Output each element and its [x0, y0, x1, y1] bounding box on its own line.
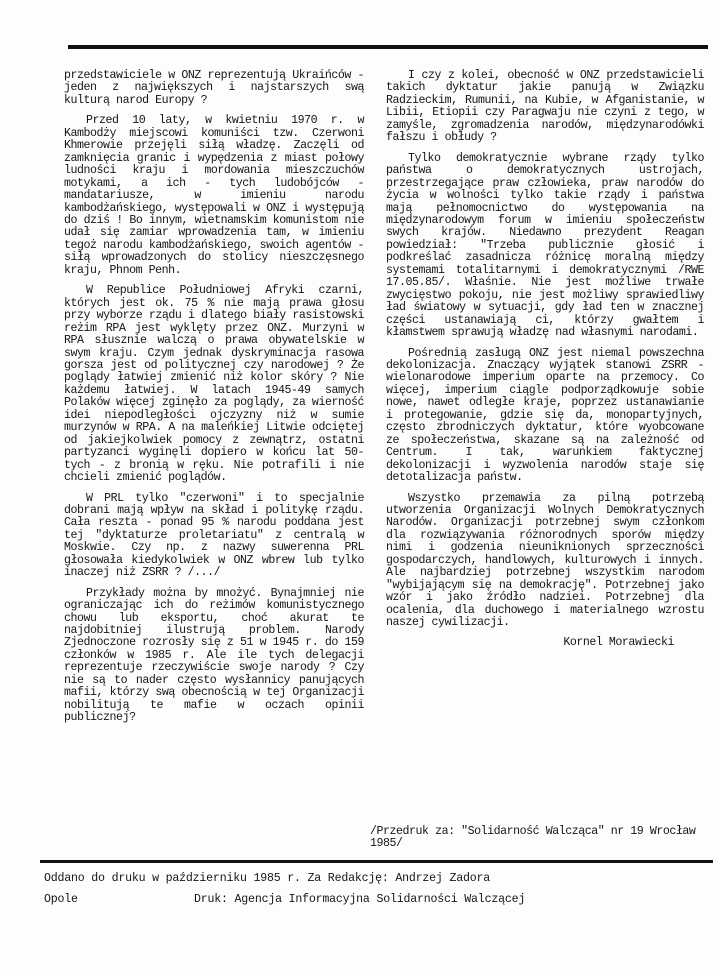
- reprint-note: /Przedruk za: "Solidarność Walcząca" nr 19 Wrocław 1985/: [370, 825, 696, 851]
- left-text-column: [64, 70, 364, 733]
- paragraph: Przykłady można by mnożyć. Bynajmniej nie ograniczając ich do reżimów komunistycznego chowu lub eksportu, choć akurat te najdobitniej ilustrują problem. Narody Zjednoczone rozrosły się z 51 w 1945 r. do 159 członków w 1985 r. Ale ile tych delegacji reprezentuje rzeczywiście swoje narody ? Czy nie są to nader często wysłannicy panujących mafii, którzy swą obecnością w tej Organizacji nobilitują te mafie w oczach opinii publicznej?: [64, 586, 364, 725]
- footer-print-date-editor: Oddano do druku w październiku 1985 r. Za Redakcję: Andrzej Zadora: [44, 872, 490, 885]
- footer-publisher: [44, 893, 525, 906]
- right-text-column: [386, 70, 704, 650]
- author-signature: Kornel Morawiecki: [563, 636, 674, 650]
- footer-city: Opole: [44, 893, 78, 906]
- paragraph: I czy z kolei, obecność w ONZ przedstawicieli takich dyktatur jakie panują w Związku Radzieckim, Rumunii, na Kubie, w Afganistanie, w Libii, Etiopii czy Paragwaju nie czyni z tego, w zamyśle, zgromadzenia narodów, międzynarodówki fałszu i obłudy ?: [386, 69, 704, 145]
- top-rule: [68, 45, 708, 49]
- paragraph: Wszystko przemawia za pilną potrzebą utworzenia Organizacji Wolnych Demokratycznych Narodów. Organizacji potrzebnej swym członkom dla rozwiązywania różnorodnych sporów między nimi i godzenia nieuniknionych sprzeczności gospodarczych, handlowych, kulturowych i innych. Ale najbardziej potrzebnej wszystkim narodom "wybijającym się na demokrację". Potrzebnej jako wzór i jako źródło nadziei. Potrzebnej dla ocalenia, dla duchowego i materialnego wzrostu naszej cywilizacji.: [386, 491, 704, 630]
- bottom-rule: [40, 860, 713, 863]
- paragraph: Pośrednią zasługą ONZ jest niemal powszechna dekolonizacja. Znaczący wyjątek stanowi ZSRR - wielonarodowe imperium oparte na przemocy. Co więcej, imperium ciągle podporządkowuje sobie nowe, nawet odległe kraje, poprzez ustanawianie i protegowanie, gdzie się da, monopartyjnych, często zbrodniczych dyktatur, które wyobcowane ze społeczeństwa, skazane są na zależność od Centrum. I tak, warunkiem faktycznej dekolonizacji i wyzwolenia narodów staje się detotalizacja państw.: [386, 346, 704, 485]
- paragraph: Przed 10 laty, w kwietniu 1970 r. w Kambodży miejscowi komuniści tzw. Czerwoni Khmerowie przejęli siłą władzę. Zaczęli od zamknięcia granic i wypędzenia z miast połowy ludności kraju i mordowania mieszczuchów motykami, a ich - tych ludobójców - mandatariusze, w imieniu narodu kambodżańskiego, występowali w ONZ i występują do dziś ! Bo innym, wietnamskim komunistom nie udał się zamiar wprowadzenia tam, w imieniu tegoż narodu kambodżańskiego, swoich agentów - siłą wprowadzonych do stolicy nieszczęsnego kraju, Phnom Penh.: [64, 114, 364, 277]
- paragraph: przedstawiciele w ONZ reprezentują Ukraińców - jeden z największych i najstarszych swą kulturą narod Europy ?: [64, 69, 364, 107]
- paragraph: W Republice Południowej Afryki czarni, których jest ok. 75 % nie mają prawa głosu przy wyborze rządu i dlatego biały rasistowski reżim RPA jest wyklęty przez ONZ. Murzyni w RPA słusznie walczą o prawa obywatelskie w swym kraju. Czym jednak dyskryminacja rasowa gorsza jest od politycznej czy narodowej ? Że poglądy łatwiej zmienić niż kolor skóry ? Nie każdemu łatwiej. W latach 1945-49 samych Polaków więcej zginęło za poglądy, za wierność idei niepodległości ojczyzny niż w sumie murzynów w RPA. A na maleńkiej Litwie odciętej od jakiejkolwiek pomocy z zewnątrz, ostatni partyzanci wyginęli dopiero w końcu lat 50-tych - z bronią w ręku. Nie potrafili i nie chcieli zmienić poglądów.: [64, 284, 364, 485]
- footer-printer: Druk: Agencja Informacyjna Solidarności Walczącej: [194, 893, 526, 906]
- paragraph: Tylko demokratycznie wybrane rządy tylko państwa o demokratycznych ustrojach, przestrzegające praw człowieka, praw narodów do życia w wolności tylko takie rządy i państwa mają pełnomocnictwo do występowania na międzynarodowym forum w imieniu społeczeństw swych krajów. Niedawno prezydent Reagan powiedział: "Trzeba publicznie głosić i podkreślać zasadnicza różnicę moralną między systemami totalitarnymi i demokratycznymi /RWE 17.05.85/. Właśnie. Nie jest możliwe trwałe zwycięstwo pokoju, nie jest możliwy sprawiedliwy ład światowy w sytuacji, gdy ład ten w znacznej części ustanawiają ci, którzy gwałtem i kłamstwem sprawują władzę nad własnymi narodami.: [386, 151, 704, 340]
- paragraph: W PRL tylko "czerwoni" i to specjalnie dobrani mają wpływ na skład i politykę rządu. Cała reszta - ponad 95 % narodu poddana jest tej "dyktaturze proletariatu" z centralą w Moskwie. Czy np. z nazwy suwerenna PRL głosowała kiedykolwiek w ONZ wbrew lub tylko inaczej niż ZSRR ? /.../: [64, 491, 364, 580]
